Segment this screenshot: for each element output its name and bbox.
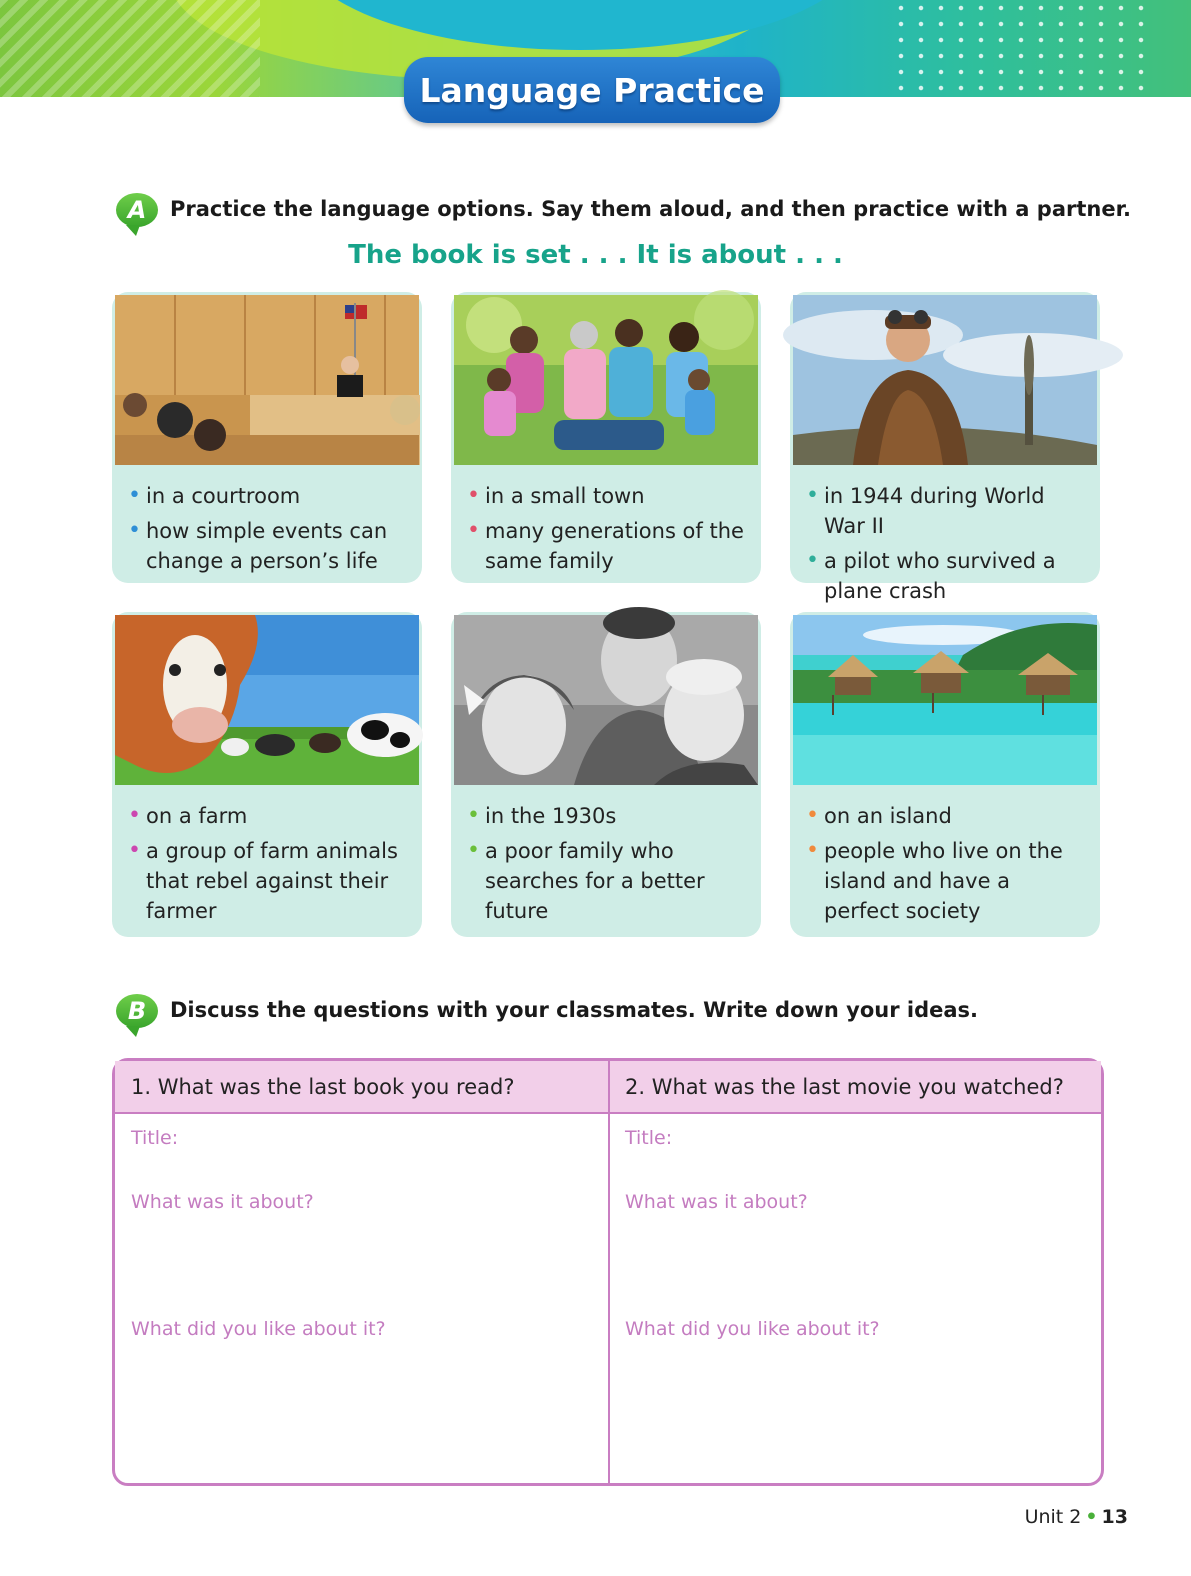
bullet-dot: • <box>467 483 480 508</box>
bullet-dot: • <box>806 803 819 828</box>
about-text: people who live on the island and have a perfect society <box>824 839 1063 923</box>
book-like-prompt[interactable]: What did you like about it? <box>131 1318 386 1340</box>
setting-text: on an island <box>824 804 952 828</box>
bullet-dot: • <box>467 803 480 828</box>
option-card-world-war <box>790 292 1100 603</box>
about-text: how simple events can change a person’s life <box>146 519 388 573</box>
about-text: a pilot who survived a plane crash <box>824 549 1056 603</box>
language-frame: The book is set . . . It is about . . . <box>348 240 843 270</box>
pilot-photo <box>793 295 1097 465</box>
bullet-dot: • <box>467 838 480 863</box>
option-card-1930s <box>451 612 761 937</box>
section-a-badge: A <box>116 193 158 227</box>
bullet-dot: • <box>128 803 141 828</box>
page-title-pill <box>404 57 780 123</box>
question-movie: 2. What was the last movie you watched? <box>625 1075 1064 1099</box>
vintage-family-photo <box>454 615 758 785</box>
section-b-instruction: Discuss the questions with your classmates. Write down your ideas. <box>170 998 979 1022</box>
courtroom-photo <box>115 295 419 465</box>
bullet-dot: • <box>806 838 819 863</box>
bullet-dot: • <box>128 838 141 863</box>
bullet-dot: • <box>806 548 819 573</box>
discussion-table <box>112 1058 1104 1486</box>
about-text: a poor family who searches for a better future <box>485 839 705 923</box>
footer-separator: • <box>1085 1506 1098 1528</box>
farm-photo <box>115 615 419 785</box>
about-text: a group of farm animals that rebel against their farmer <box>146 839 398 923</box>
table-divider <box>608 1061 610 1483</box>
page-footer <box>1025 1506 1128 1528</box>
island-photo <box>793 615 1097 785</box>
setting-text: in a small town <box>485 484 645 508</box>
section-b-badge: B <box>116 994 158 1028</box>
question-book: 1. What was the last book you read? <box>131 1075 515 1099</box>
about-text: many generations of the same family <box>485 519 744 573</box>
option-card-small-town <box>451 292 761 583</box>
unit-label: Unit 2 <box>1024 1506 1082 1528</box>
bullet-dot: • <box>128 483 141 508</box>
setting-text: on a farm <box>146 804 248 828</box>
bullet-dot: • <box>467 518 480 543</box>
setting-text: in 1944 during World War II <box>824 484 1045 538</box>
option-card-farm <box>112 612 422 937</box>
option-card-island <box>790 612 1100 937</box>
bullet-dot: • <box>806 483 819 508</box>
page-number: 13 <box>1101 1506 1128 1528</box>
setting-text: in the 1930s <box>485 804 617 828</box>
book-title-prompt[interactable]: Title: <box>131 1127 179 1149</box>
movie-title-prompt[interactable]: Title: <box>625 1127 673 1149</box>
setting-text: in a courtroom <box>146 484 301 508</box>
movie-about-prompt[interactable]: What was it about? <box>625 1191 808 1213</box>
bullet-dot: • <box>128 518 141 543</box>
section-a-instruction: Practice the language options. Say them aloud, and then practice with a partner. <box>170 197 1131 221</box>
family-photo <box>454 295 758 465</box>
page-title: Language Practice <box>419 70 765 110</box>
movie-like-prompt[interactable]: What did you like about it? <box>625 1318 880 1340</box>
book-about-prompt[interactable]: What was it about? <box>131 1191 314 1213</box>
option-card-courtroom <box>112 292 422 583</box>
